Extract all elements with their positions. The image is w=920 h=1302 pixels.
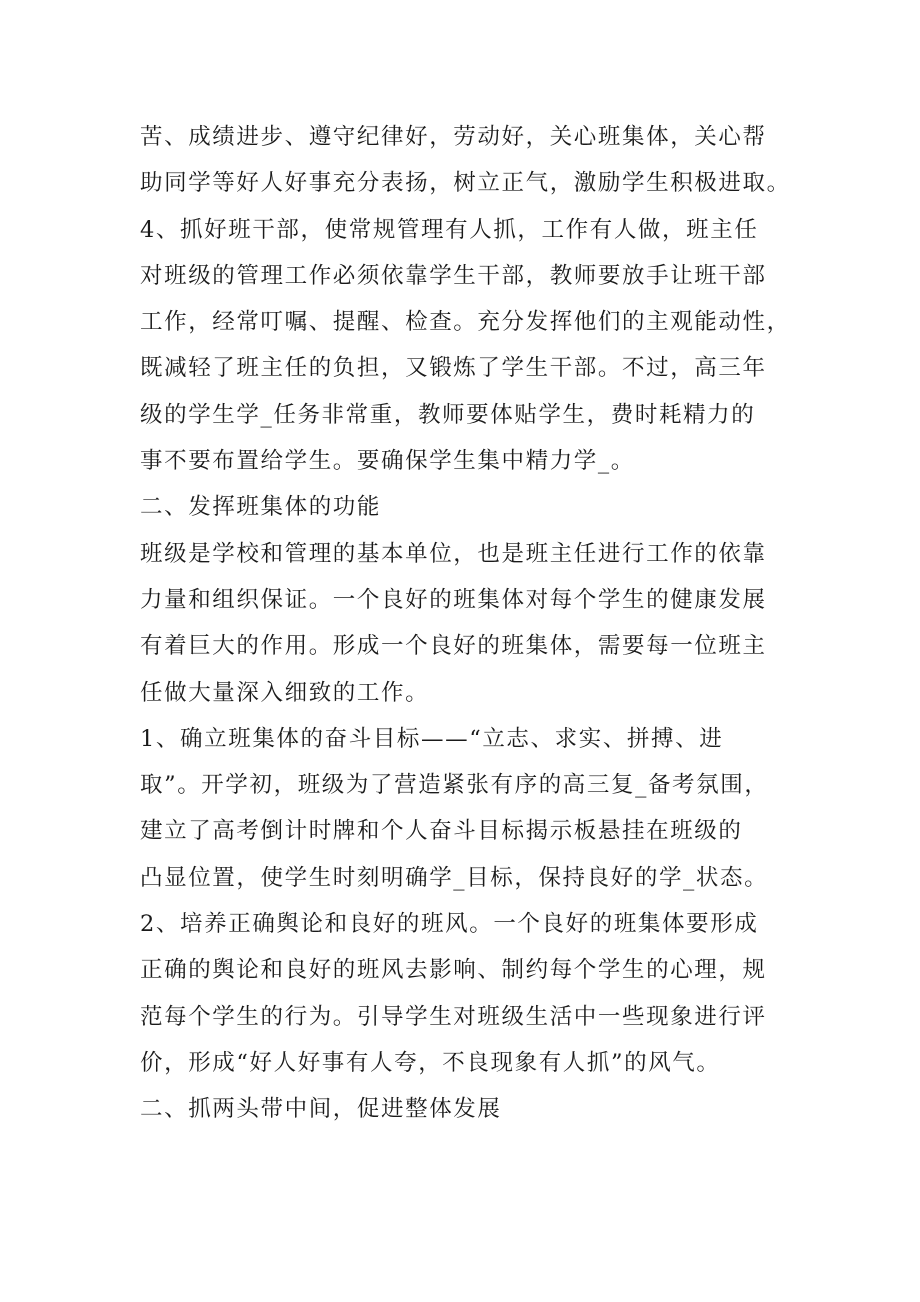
text-line: 级的学生学_任务非常重，教师要体贴学生，费时耗精力的 [140, 401, 756, 428]
text-line: 有着巨大的作用。形成一个良好的班集体，需要每一位班主 [140, 633, 767, 660]
text-line: 事不要布置给学生。要确保学生集中精力学_。 [140, 448, 635, 475]
text-line: 4、抓好班干部，使常规管理有人抓，工作有人做，班主任 [140, 216, 759, 243]
section-heading: 二、抓两头带中间，促进整体发展 [140, 1096, 502, 1123]
text-line: 班级是学校和管理的基本单位，也是班主任进行工作的依靠 [140, 540, 767, 567]
text-line: 正确的舆论和良好的班风去影响、制约每个学生的心理，规 [140, 957, 767, 984]
text-line: 取”。开学初，班级为了营造紧张有序的高三复_备考氛围， [140, 772, 769, 799]
document-body [140, 114, 800, 1133]
text-line: 1、确立班集体的奋斗目标——“立志、求实、拼搏、进 [140, 725, 724, 752]
text-line: 工作，经常叮嘱、提醒、检查。充分发挥他们的主观能动性， [140, 309, 791, 336]
text-line: 价，形成“好人好事有人夸，不良现象有人抓”的风气。 [140, 1049, 721, 1076]
section-heading: 二、发挥班集体的功能 [140, 494, 382, 521]
text-line: 力量和组织保证。一个良好的班集体对每个学生的健康发展 [140, 586, 767, 613]
text-line: 任做大量深入细致的工作。 [140, 679, 430, 706]
text-line: 对班级的管理工作必须依靠学生干部，教师要放手让班干部 [140, 262, 767, 289]
text-line: 2、培养正确舆论和良好的班风。一个良好的班集体要形成 [140, 911, 759, 938]
text-line: 苦、成绩进步、遵守纪律好，劳动好，关心班集体，关心帮 [140, 124, 767, 150]
text-line: 凸显位置，使学生时刻明确学_目标，保持良好的学_状态。 [140, 864, 769, 891]
text-line: 建立了高考倒计时牌和个人奋斗目标揭示板悬挂在班级的 [140, 818, 743, 845]
text-line: 既减轻了班主任的负担，又锻炼了学生干部。不过，高三年 [140, 355, 767, 382]
text-line: 范每个学生的行为。引导学生对班级生活中一些现象进行评 [140, 1003, 767, 1030]
text-line: 助同学等好人好事充分表扬，树立正气，激励学生积极进取。 [140, 170, 791, 197]
